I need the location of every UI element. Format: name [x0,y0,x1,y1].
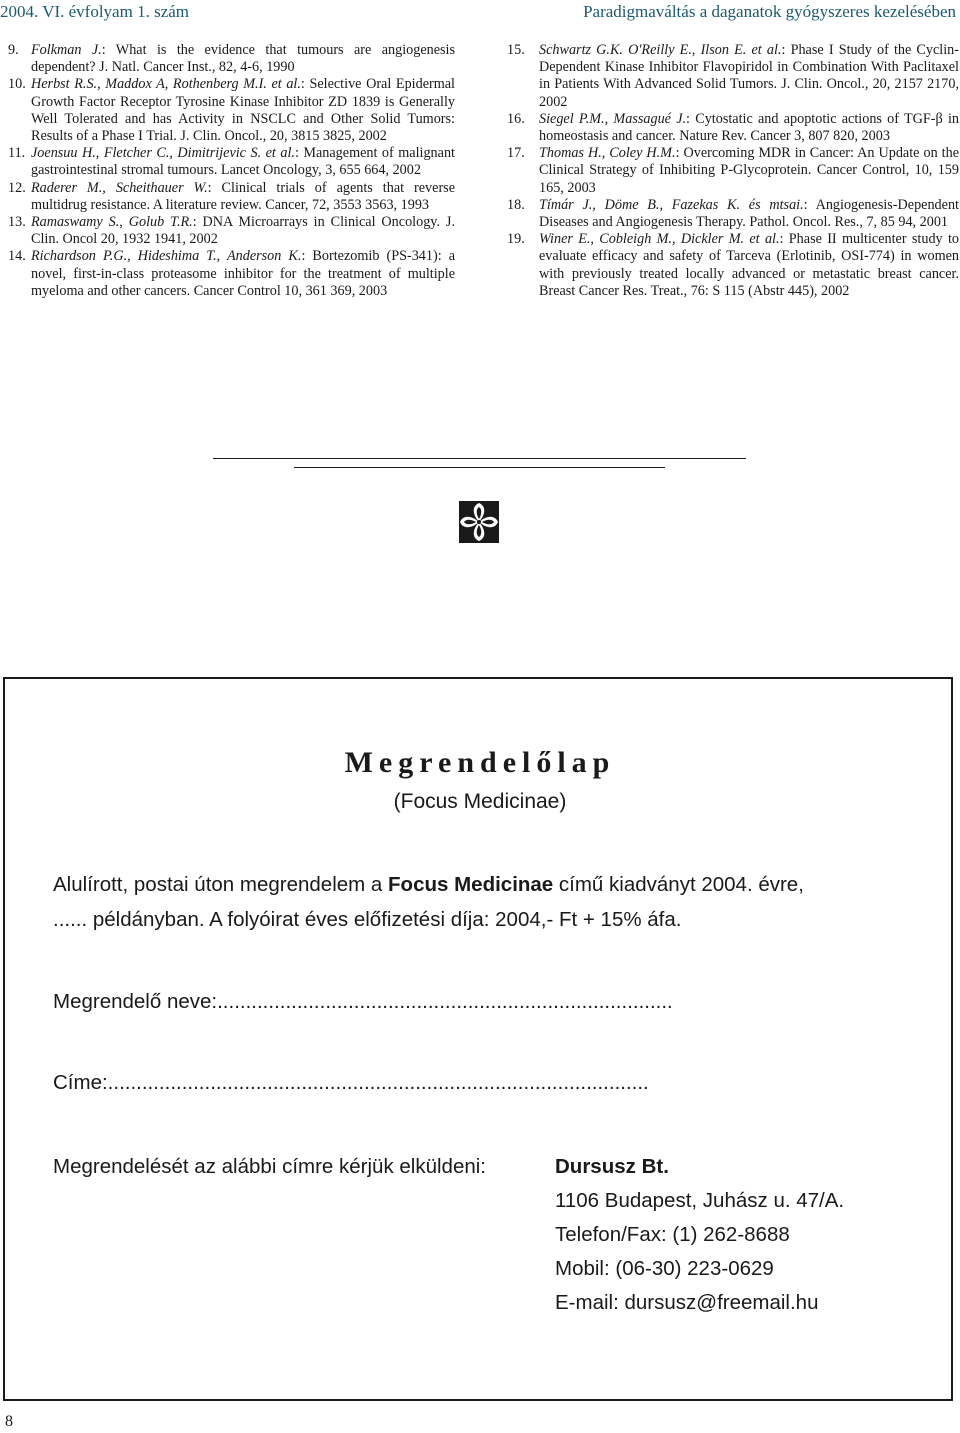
reference-authors: Thomas H., Coley H.M. [539,145,676,162]
reference-text: : DNA Microarrays in Clinical Oncology. J. Clin. Oncol 20, 1932 1941, 2002 [31,214,455,248]
reference-text: : Management of malignant gastrointestinal stromal tumours. Lancet Oncology, 3, 655 664, 2002 [31,145,455,179]
reference-text: : Phase II multicenter study to evaluate efficacy and safety of Tarceva (Erlotinib, OSI-774) in women with previously treated locally advanced or metastatic breast cancer. Breast Cancer Res. Treat., 76: S 115 (Abstr 445), 2002 [539,231,959,299]
reference-number: 10. [8,76,26,93]
running-header-left: 2004. VI. évfolyam 1. szám [0,2,190,21]
company-name: Dursusz Bt. [555,1155,669,1178]
order-statement-pre: Alulírott, postai úton megrendelem a [53,873,389,896]
company-mobile: Mobil: (06-30) 223-0629 [555,1257,774,1280]
reference-item [8,248,455,300]
references-left-column [8,42,455,300]
company-street: 1106 Budapest, Juhász u. 47/A. [555,1189,845,1212]
reference-number: 19. [507,231,525,248]
divider-line [213,458,746,459]
reference-text: : Overcoming MDR in Cancer: An Update on the Clinical Strategy of Inhibiting P-Glycoprotein. Cancer Control, 10, 159 165, 2003 [539,145,959,196]
send-to-label: Megrendelését az alábbi címre kérjük elküldeni: [53,1155,487,1178]
reference-item [8,76,455,145]
reference-item [507,197,959,231]
orderer-address-field[interactable]: Címe:............................................................................................... [53,1071,649,1094]
reference-number: 12. [8,179,26,196]
reference-authors: Raderer M., Scheithauer W. [31,179,208,196]
order-statement-post: című kiadványt 2004. évre, [553,873,804,896]
reference-text: : Phase I Study of the Cyclin-Dependent Kinase Inhibitor Flavopiridol in Combination With Paclitaxel in Patients With Advanced Solid Tumors. J. Clin. Oncol., 20, 2157 2170, 2002 [539,42,959,110]
order-form-title: Megrendelőlap [344,746,616,779]
reference-text: : Selective Oral Epidermal Growth Factor Receptor Tyrosine Kinase Inhibitor ZD 1839 is Generally Well Tolerated and has Activity in NSCLC and Other Solid Tumors: Results of a Phase I Trial. J. Clin. Oncol., 20, 3815 3825, 2002 [31,76,455,145]
references-right-column [507,42,959,300]
reference-number: 9. [8,42,19,58]
reference-item [8,42,455,76]
reference-number: 17. [507,145,525,162]
reference-item [507,111,959,145]
reference-number: 11. [8,145,26,162]
reference-authors: Ramaswamy S., Golub T.R. [31,214,193,231]
reference-text: : Angiogenesis-Dependent Diseases and Angiogenesis Therapy. Pathol. Oncol. Res., 7, 85 94, 2001 [539,196,959,231]
reference-item [8,180,455,214]
reference-text: : Clinical trials of agents that reverse multidrug resistance. A literature review. Cancer, 72, 3553 3563, 1993 [31,179,455,213]
reference-authors: Tímár J., Döme B., Fazekas K. és mtsai. [539,196,804,213]
reference-authors: Folkman J. [31,42,102,58]
reference-authors: Winer E., Cobleigh M., Dickler M. et al. [539,231,780,248]
company-phone: Telefon/Fax: (1) 262-8688 [555,1223,790,1246]
reference-number: 16. [507,110,525,127]
reference-item [507,145,959,197]
reference-authors: Joensuu H., Fletcher C., Dimitrijevic S. et al. [31,145,295,162]
reference-item [507,42,959,111]
running-header-right: Paradigmaváltás a daganatok gyógyszeres kezelésében [583,2,956,21]
page-number: 8 [5,1413,13,1430]
reference-item [8,214,455,248]
orderer-name-field[interactable]: Megrendelő neve:................................................................................ [53,990,673,1013]
reference-item [8,145,455,179]
four-petal-ornament-icon [458,500,500,544]
company-email: E-mail: dursusz@freemail.hu [555,1291,819,1314]
reference-authors: Siegel P.M., Massagué J. [539,110,687,127]
reference-number: 13. [8,214,26,231]
reference-text: : Bortezomib (PS-341): a novel, first-in-class proteasome inhibitor for the treatment of multiple myeloma and other cancers. Cancer Control 10, 361 369, 2003 [31,248,455,299]
order-statement [53,873,804,897]
reference-number: 18. [507,196,525,213]
journal-name: Focus Medicinae [388,873,554,896]
reference-item [507,231,959,300]
divider-line [294,467,665,468]
reference-text: : Cytostatic and apoptotic actions of TGF-β in homeostasis and cancer. Nature Rev. Cancer 3, 807 820, 2003 [539,110,959,145]
reference-authors: Schwartz G.K. O'Reilly E., Ilson E. et al. [539,42,782,58]
reference-authors: Richardson P.G., Hideshima T., Anderson K. [31,248,302,265]
reference-text: : What is the evidence that tumours are angiogenesis dependent? J. Natl. Cancer Inst., 82, 4-6, 1990 [31,42,456,76]
copies-and-price: ...... példányban. A folyóirat éves előfizetési díja: 2004,- Ft + 15% áfa. [53,908,682,931]
reference-authors: Herbst R.S., Maddox A, Rothenberg M.I. et al. [31,76,301,93]
reference-number: 14. [8,248,26,265]
reference-number: 15. [507,42,525,58]
order-form-subtitle: (Focus Medicinae) [393,790,567,813]
